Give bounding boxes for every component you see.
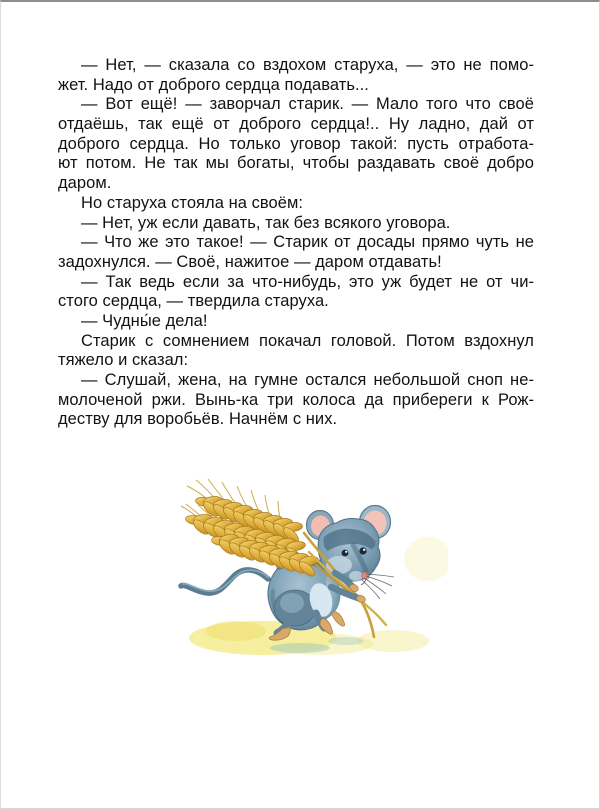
text-line: — Слушай, жена, на гумне остался небольшой сноп не- [81,371,534,389]
text-line: — Нет, уж если давать, так без всякого уговора. [81,213,451,232]
text-line: — Вот ещё! — заворчал старик. — Мало того что своё [81,95,534,114]
text-line: задохнулся. — Своё, нажитое — даром отдавать! [58,252,442,271]
text-line: доброго сердца. Но только уговор такой: пусть отработа- [58,134,534,153]
text-line: даром. [58,174,112,193]
paragraph [58,312,534,332]
text-line: ют потом. Не так мы богаты, чтобы раздавать своё добро [58,154,534,173]
paragraph [58,371,534,430]
text-line: жет. Надо от доброго сердца подавать... [58,75,369,94]
text-line: Но старуха стояла на своём: [81,193,303,212]
story-text [58,56,534,430]
text-line: Старик с сомнением покачал головой. Потом вздохнул [81,331,534,350]
paragraph [58,56,534,95]
paragraph [58,95,534,193]
paragraph [58,194,534,214]
text-line: молоченой ржи. Вынь-ка три колоса да прибереги к Рож- [58,390,534,409]
mouse-wheat-illustration [178,473,448,673]
text-line: — Что же это такое! — Старик от досады прямо чуть не [81,233,534,252]
paragraph [58,273,534,312]
text-line: деству для воробьёв. Начнём с них. [58,410,338,429]
text-line: — Чудны́е дела! [81,311,208,330]
text-line: тяжело и сказал: [58,351,189,370]
text-line: стого сердца, — твердила старуха. [58,292,329,311]
text-line: — Так ведь если за что-нибудь, это уж будет не от чи- [81,272,534,291]
text-line: отдаёшь, так ещё от доброго сердца!.. Ну ладно, дай от [58,115,534,134]
paragraph [58,214,534,234]
mouse-tail [181,570,268,593]
wheat-ears [185,496,319,579]
paragraph [58,332,534,371]
text-line: — Нет, — сказала со вздохом старуха, — это не помо- [81,56,534,74]
paragraph [58,233,534,272]
